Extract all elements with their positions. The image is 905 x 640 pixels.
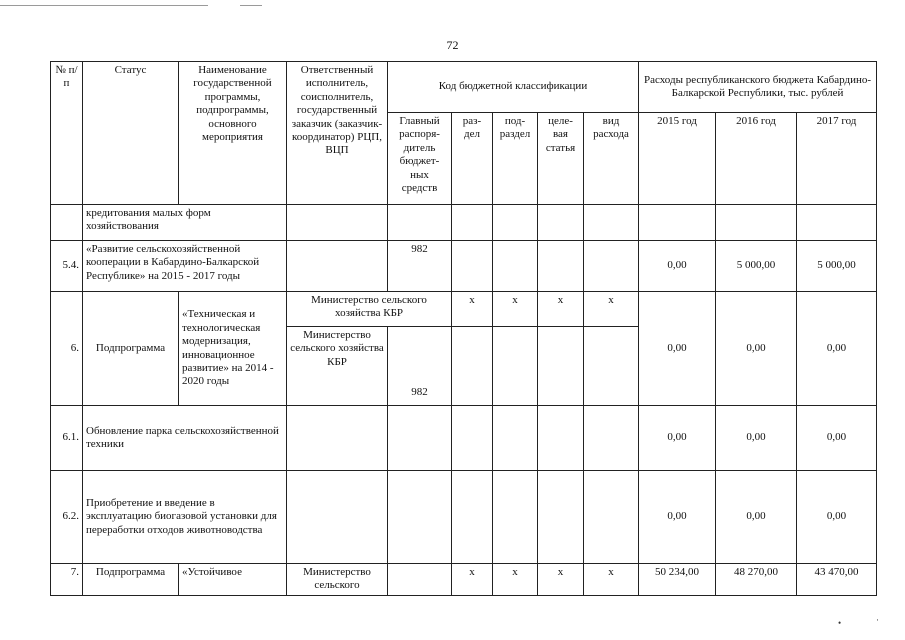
row-value-2016: 0,00 [716,406,797,471]
header-target-article: целе-вая статья [538,113,584,205]
header-program: Наименование государственной программы, подпрограммы, основного мероприятия [179,62,287,205]
row-value-2017: 5 000,00 [797,241,877,292]
header-budget-code: Код бюджетной классификации [388,62,639,113]
scan-line [240,5,262,6]
header-grbs: Главный распоря-дитель бюджет-ных средств [388,113,452,205]
row-value-2015: 50 234,00 [639,564,716,596]
row-name: «Устойчивое [179,564,287,596]
row-value-2016: 0,00 [716,471,797,564]
row-number: 7. [51,564,83,596]
row-value-2016: 0,00 [716,292,797,406]
budget-table-wrapper [50,61,877,596]
page-number: 72 [446,38,459,52]
header-row-1 [51,62,877,113]
row-status: Подпрограмма [83,564,179,596]
header-year-2016: 2016 год [716,113,797,205]
row-value-2017: 0,00 [797,471,877,564]
row-value-2017: 43 470,00 [797,564,877,596]
table-row [51,471,877,564]
header-expenses: Расходы республиканского бюджета Кабардино-Балкарской Республики, тыс. рублей [639,62,877,113]
row-number: 6.1. [51,406,83,471]
header-executor: Ответственный исполнитель, соисполнитель, государственный заказчик (заказчик-координатор) РЦП, ВЦП [287,62,388,205]
header-year-2015: 2015 год [639,113,716,205]
row-target-article: x [538,292,584,327]
row-number: 6. [51,292,83,406]
scan-mark: • [838,618,842,628]
header-podrazdel: под-раздел [493,113,538,205]
row-podrazdel: x [493,564,538,596]
table-row [51,564,877,596]
scan-mark: · [876,615,879,625]
header-razdel: раз-дел [452,113,493,205]
row-executor: Министерство сельского хозяйства КБР [287,292,452,327]
row-name: Приобретение и введение в эксплуатацию биогазовой установки для переработки отходов животноводства [83,471,287,564]
row-status: Подпрограмма [83,292,179,406]
row-name: «Развитие сельскохозяйственной кооперации в Кабардино-Балкарской Республике» на 2015 - 2017 годы [83,241,287,292]
row-number: 5.4. [51,241,83,292]
row-expense-type: x [584,292,639,327]
row-value-2015: 0,00 [639,241,716,292]
row-value-2017: 0,00 [797,292,877,406]
row-podrazdel: x [493,292,538,327]
row-target-article: x [538,564,584,596]
row-name: «Техническая и технологическая модернизация, инновационное развитие» на 2014 - 2020 годы [179,292,287,406]
row-executor: Министерство сельского [287,564,388,596]
row-grbs: 982 [388,327,452,406]
row-number: 6.2. [51,471,83,564]
scan-line [0,5,208,6]
header-num: № п/п [51,62,83,205]
row-value-2016: 48 270,00 [716,564,797,596]
table-row [51,406,877,471]
header-year-2017: 2017 год [797,113,877,205]
row-value-2015: 0,00 [639,292,716,406]
header-expense-type: вид расхода [584,113,639,205]
row-name: кредитования малых форм хозяйствования [83,205,287,241]
row-name: Обновление парка сельскохозяйственной техники [83,406,287,471]
row-grbs: 982 [388,241,452,292]
table-row [51,205,877,241]
budget-table [50,61,877,596]
row-expense-type: x [584,564,639,596]
header-status: Статус [83,62,179,205]
row-executor: Министерство сельского хозяйства КБР [287,327,388,406]
row-razdel: x [452,564,493,596]
row-value-2016: 5 000,00 [716,241,797,292]
row-value-2015: 0,00 [639,406,716,471]
row-value-2015: 0,00 [639,471,716,564]
table-row [51,292,877,327]
table-row [51,241,877,292]
row-razdel: x [452,292,493,327]
row-value-2017: 0,00 [797,406,877,471]
